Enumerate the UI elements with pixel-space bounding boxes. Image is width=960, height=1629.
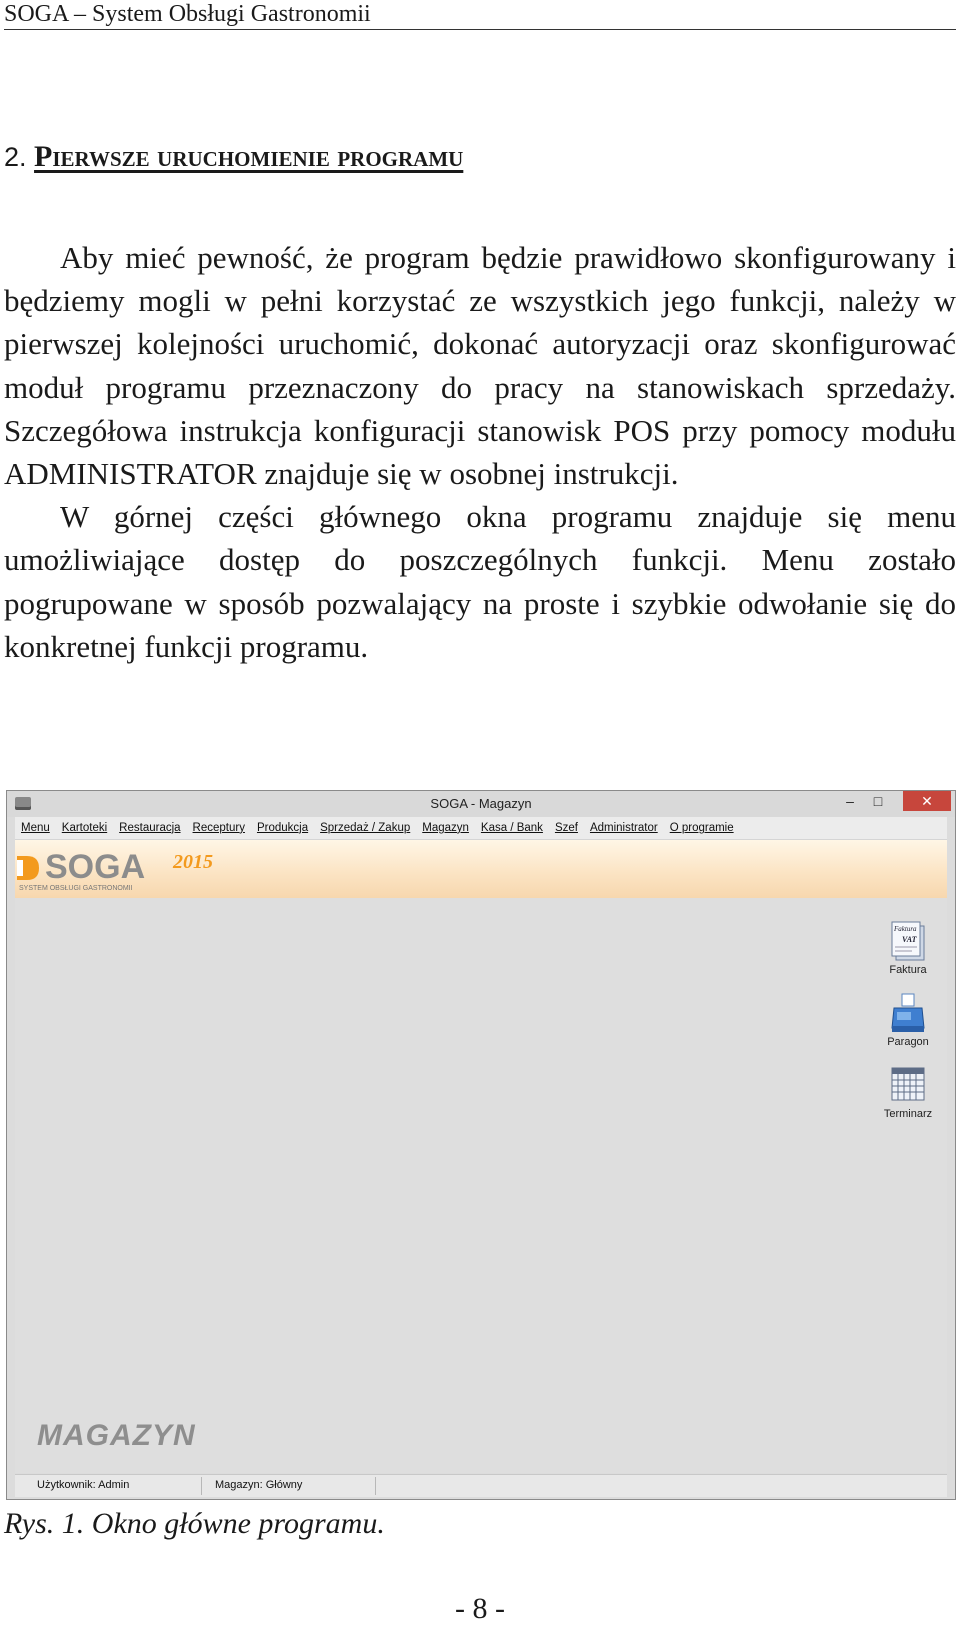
status-divider (201, 1477, 202, 1495)
menu-item-restauracja[interactable]: Restauracja (119, 822, 181, 834)
logo-banner (15, 840, 947, 898)
quick-launch-toolbar (875, 920, 941, 1136)
menu-item-szef[interactable]: Szef (554, 822, 578, 834)
faktura-tool[interactable] (875, 920, 941, 988)
chapter-title: Pierwsze uruchomienie programu (34, 140, 464, 173)
faktura-label: Faktura (889, 964, 927, 976)
svg-text:Faktura: Faktura (894, 925, 917, 933)
module-name: MAGAZYN (37, 1419, 196, 1452)
calendar-icon (888, 1064, 928, 1106)
close-button[interactable]: ✕ (903, 791, 951, 811)
status-user: Użytkownik: Admin (37, 1479, 130, 1491)
status-divider (375, 1477, 376, 1495)
running-header: SOGA – System Obsługi Gastronomii (4, 0, 956, 30)
menu-bar (15, 817, 947, 840)
maximize-button[interactable]: □ (873, 793, 883, 809)
chapter-heading (4, 140, 463, 174)
terminarz-label: Terminarz (883, 1108, 933, 1120)
window-title: SOGA - Magazyn (430, 796, 532, 811)
app-window-screenshot (6, 790, 956, 1500)
menu-item-administrator[interactable]: Administrator (589, 822, 658, 834)
page-number: - 8 - (455, 1592, 505, 1625)
cash-register-icon (888, 992, 928, 1034)
paragon-label: Paragon (887, 1036, 929, 1048)
soga-logo (17, 846, 247, 892)
main-client-area (15, 840, 947, 1473)
status-warehouse: Magazyn: Główny (215, 1479, 303, 1491)
invoice-icon (888, 920, 928, 962)
menu-item-o-programie[interactable]: O programie (669, 822, 734, 834)
menu-item-kartoteki[interactable]: Kartoteki (61, 822, 108, 834)
svg-text:VAT: VAT (902, 935, 917, 944)
logo-brand: SOGA (45, 848, 146, 886)
paragon-tool[interactable] (875, 992, 941, 1060)
paragraph: Aby mieć pewność, że program będzie prawidłowo skonfigurowany i będziemy mogli w pełni korzystać ze wszystkich jego funkcji, należy w pierwszej kolejności uruchomić, dokonać autoryzacji oraz skonfigurować moduł programu przeznaczony do pracy na stanowiskach sprzedaży. Szczegółowa instrukcja konfiguracji stanowisk POS przy pomocy modułu ADMINISTRATOR znajduje się w osobnej instrukcji. (4, 240, 956, 492)
paragraph: W górnej części głównego okna programu znajduje się menu umożliwiające dostęp do poszczególnych funkcji. Menu zostało pogrupowane w sposób pozwalający na proste i szybkie odwołanie się do konkretnej funkcji programu. (4, 499, 956, 664)
logo-year: 2015 (173, 851, 213, 873)
minimize-button[interactable]: ‒ (846, 793, 854, 809)
terminarz-tool[interactable] (875, 1064, 941, 1132)
menu-item-produkcja[interactable]: Produkcja (256, 822, 309, 834)
menu-item-menu[interactable]: Menu (21, 822, 50, 834)
chapter-number: 2. (4, 142, 27, 172)
figure-caption: Rys. 1. Okno główne programu. (4, 1507, 385, 1540)
status-bar (15, 1474, 947, 1497)
menu-item-magazyn[interactable]: Magazyn (422, 822, 469, 834)
menu-item-sprzedaz-zakup[interactable]: Sprzedaż / Zakup (320, 822, 411, 834)
logo-tagline: SYSTEM OBSŁUGI GASTRONOMII (19, 885, 133, 892)
menu-item-receptury[interactable]: Receptury (192, 822, 245, 834)
body-text (4, 236, 956, 668)
menu-item-kasa-bank[interactable]: Kasa / Bank (480, 822, 543, 834)
window-titlebar (7, 791, 955, 817)
